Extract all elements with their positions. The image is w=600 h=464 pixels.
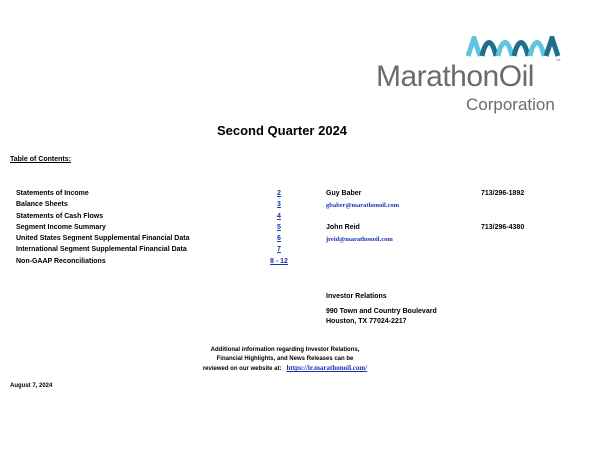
toc-list [16,190,316,269]
logo-tm: TM [556,58,561,62]
toc-label: International Segment Supplemental Financial Data [16,246,187,254]
contact-phone: 713/296-1892 [481,190,525,197]
toc-row [16,190,316,201]
toc-label: Balance Sheets [16,201,68,209]
footer-line2: Financial Highlights, and News Releases can be [216,356,354,362]
ir-address-line1: 990 Town and Country Boulevard [326,308,437,315]
toc-row [16,235,316,246]
toc-page-link[interactable]: 4 [277,212,281,220]
toc-label: Non-GAAP Reconciliations [16,257,106,265]
toc-label: Statements of Cash Flows [16,212,104,220]
toc-row [16,224,316,235]
logo-sub: Corporation [466,95,555,114]
toc-label: Statements of Income [16,190,89,197]
page-title: Second Quarter 2024 [216,123,348,138]
contact-phone: 713/296-4380 [481,224,525,231]
toc-page-link[interactable]: 2 [277,190,281,197]
toc-row [16,213,316,224]
report-date: August 7, 2024 [10,383,53,389]
toc-row [16,201,316,212]
toc-page-link[interactable]: 8 - 12 [270,257,288,265]
contact-email-link[interactable]: jreid@marathonoil.com [326,236,393,243]
logo-wave-icon [466,36,562,58]
toc-heading: Table of Contents: [10,156,71,163]
toc-label: United States Segment Supplemental Financial Data [16,235,190,243]
footer-line3-wrap [140,364,430,374]
ir-heading: Investor Relations [326,293,387,300]
contact-name: Guy Baber [326,190,362,197]
toc-page-link[interactable]: 6 [277,235,281,243]
ir-address-line2: Houston, TX 77024-2217 [326,318,407,325]
toc-page-link[interactable]: 5 [277,223,281,231]
toc-label: Segment Income Summary [16,223,106,231]
toc-row [16,246,316,257]
toc-page-link[interactable]: 3 [277,201,281,209]
toc-row [16,258,316,269]
footer-line1: Additional information regarding Investor Relations, [210,347,360,353]
website-link[interactable]: https://ir.marathonoil.com/ [286,364,368,372]
footer-line3: reviewed on our website at: [202,366,282,372]
contact-email-link[interactable]: gbaber@marathonoil.com [326,202,400,209]
footer-note [140,346,430,374]
logo-name: MarathonOil [376,60,534,93]
toc-page-link[interactable]: 7 [277,246,281,254]
contact-name: John Reid [326,224,360,231]
